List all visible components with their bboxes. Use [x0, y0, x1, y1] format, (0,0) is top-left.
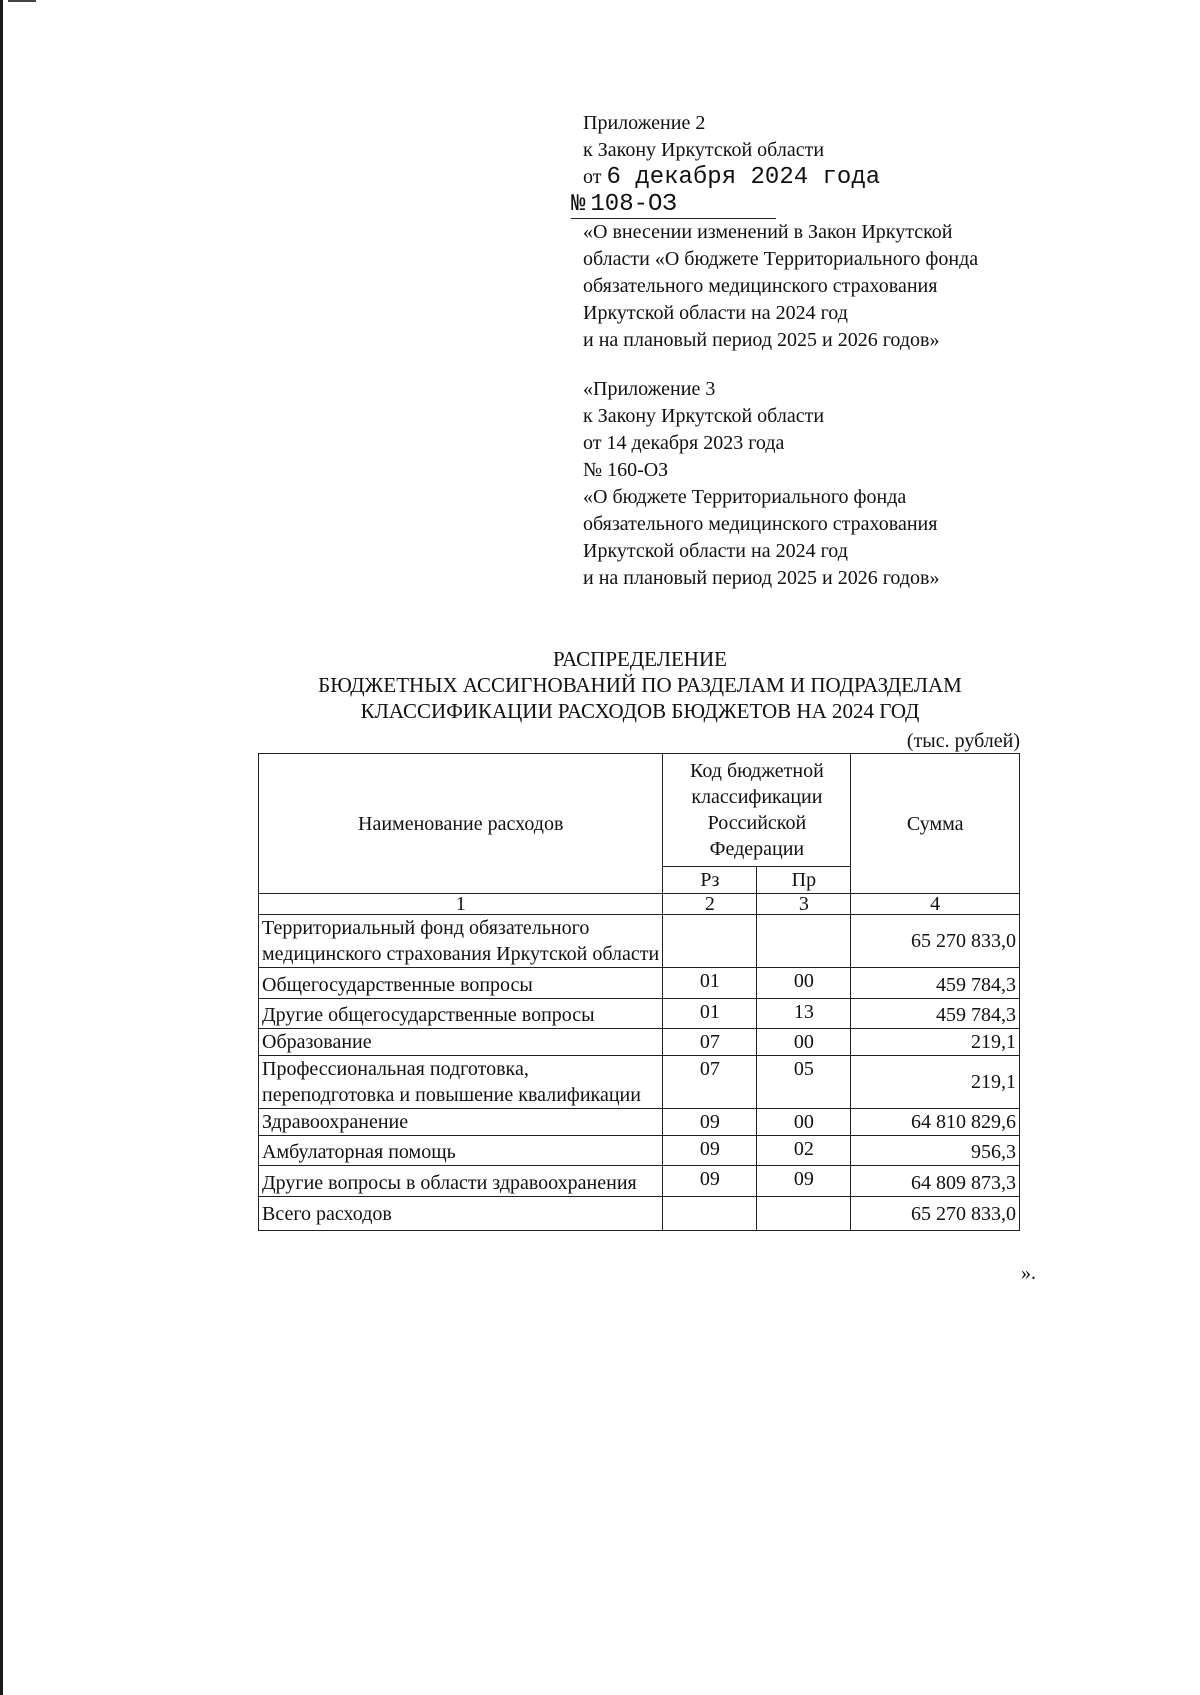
amend-title-line: области «О бюджете Территориального фонда — [583, 248, 979, 270]
row-pr — [757, 915, 851, 968]
table-row — [259, 1029, 1020, 1056]
header-rz: Рз — [663, 867, 757, 894]
table-row — [259, 1056, 1020, 1109]
row-rz: 01 — [663, 999, 757, 1029]
row-sum: 459 784,3 — [851, 968, 1020, 999]
amend-title-line: «О внесении изменений в Закон Иркутской — [583, 221, 953, 243]
row-rz: 09 — [663, 1136, 757, 1166]
row-name: Другие вопросы в области здравоохранения — [259, 1166, 663, 1197]
orig-appendix-line: «Приложение 3 — [583, 378, 716, 400]
row-rz: 09 — [663, 1109, 757, 1136]
orig-appendix-line: «О бюджете Территориального фонда — [583, 486, 907, 508]
table-row — [259, 1136, 1020, 1166]
row-rz — [663, 1197, 757, 1231]
title-line-3: КЛАССИФИКАЦИИ РАСХОДОВ БЮДЖЕТОВ НА 2024 ГОД — [360, 699, 920, 723]
number-line — [571, 191, 1143, 219]
row-pr: 05 — [757, 1056, 851, 1109]
row-sum: 64 810 829,6 — [851, 1109, 1020, 1136]
row-sum: 64 809 873,3 — [851, 1166, 1020, 1197]
document-title — [250, 646, 1030, 724]
orig-appendix-line: к Закону Иркутской области — [583, 405, 825, 427]
header-name: Наименование расходов — [259, 754, 663, 894]
date-prefix: от — [583, 166, 602, 188]
table-row — [259, 968, 1020, 999]
col-number: 1 — [259, 894, 663, 915]
to-law-label: к Закону Иркутской области — [583, 139, 825, 161]
units-label: (тыс. рублей) — [906, 730, 1020, 752]
row-pr: 00 — [757, 1029, 851, 1056]
scan-left-edge — [0, 0, 3, 1695]
amend-title-line: и на плановый период 2025 и 2026 годов» — [583, 329, 940, 351]
row-name: Всего расходов — [259, 1197, 663, 1231]
row-sum: 65 270 833,0 — [851, 915, 1020, 968]
row-pr: 00 — [757, 968, 851, 999]
header-sum: Сумма — [851, 754, 1020, 894]
table-row — [259, 1166, 1020, 1197]
row-sum: 219,1 — [851, 1056, 1020, 1109]
col-number: 4 — [851, 894, 1020, 915]
amend-title-line: обязательного медицинского страхования — [583, 275, 938, 297]
col-number: 2 — [663, 894, 757, 915]
row-pr: 13 — [757, 999, 851, 1029]
table-row — [259, 999, 1020, 1029]
row-rz — [663, 915, 757, 968]
row-pr: 00 — [757, 1109, 851, 1136]
table-number-row — [259, 894, 1020, 915]
col-number: 3 — [757, 894, 851, 915]
orig-appendix-line: № 160-ОЗ — [583, 459, 669, 481]
title-line-1: РАСПРЕДЕЛЕНИЕ — [553, 647, 727, 671]
document-header — [571, 110, 1143, 592]
row-rz: 01 — [663, 968, 757, 999]
appendix-label: Приложение 2 — [583, 112, 706, 134]
orig-appendix-line: обязательного медицинского страхования — [583, 513, 938, 535]
row-sum: 65 270 833,0 — [851, 1197, 1020, 1231]
number-value: 108-ОЗ — [590, 191, 677, 218]
row-sum: 459 784,3 — [851, 999, 1020, 1029]
amend-title-line: Иркутской области на 2024 год — [583, 302, 848, 324]
number-prefix: № — [571, 191, 586, 218]
row-sum: 956,3 — [851, 1136, 1020, 1166]
header-pr: Пр — [757, 867, 851, 894]
scan-top-mark — [8, 0, 36, 2]
row-rz: 07 — [663, 1029, 757, 1056]
row-rz: 07 — [663, 1056, 757, 1109]
table-header-row — [259, 754, 1020, 867]
row-name: Общегосударственные вопросы — [259, 968, 663, 999]
row-name: Амбулаторная помощь — [259, 1136, 663, 1166]
title-line-2: БЮДЖЕТНЫХ АССИГНОВАНИЙ ПО РАЗДЕЛАМ И ПОДРАЗДЕЛАМ — [318, 673, 962, 697]
row-name: Образование — [259, 1029, 663, 1056]
orig-appendix-line: и на плановый период 2025 и 2026 годов» — [583, 567, 940, 589]
row-pr — [757, 1197, 851, 1231]
orig-appendix-line: от 14 декабря 2023 года — [583, 432, 785, 454]
row-name: Здравоохранение — [259, 1109, 663, 1136]
row-name: Другие общегосударственные вопросы — [259, 999, 663, 1029]
date-value: 6 декабря 2024 года — [606, 164, 881, 191]
table-row — [259, 915, 1020, 968]
row-pr: 09 — [757, 1166, 851, 1197]
row-pr: 02 — [757, 1136, 851, 1166]
closing-quote: ». — [1021, 1262, 1036, 1284]
table-row — [259, 1109, 1020, 1136]
row-name: Профессиональная подготовка, переподготовка и повышение квалификации — [259, 1056, 663, 1109]
row-rz: 09 — [663, 1166, 757, 1197]
date-line — [583, 164, 1143, 191]
row-name: Территориальный фонд обязательного медицинского страхования Иркутской области — [259, 915, 663, 968]
row-sum: 219,1 — [851, 1029, 1020, 1056]
orig-appendix-line: Иркутской области на 2024 год — [583, 540, 848, 562]
header-code: Код бюджетной классификации Российской Федерации — [663, 754, 851, 867]
budget-table — [258, 753, 1020, 1231]
table-row — [259, 1197, 1020, 1231]
